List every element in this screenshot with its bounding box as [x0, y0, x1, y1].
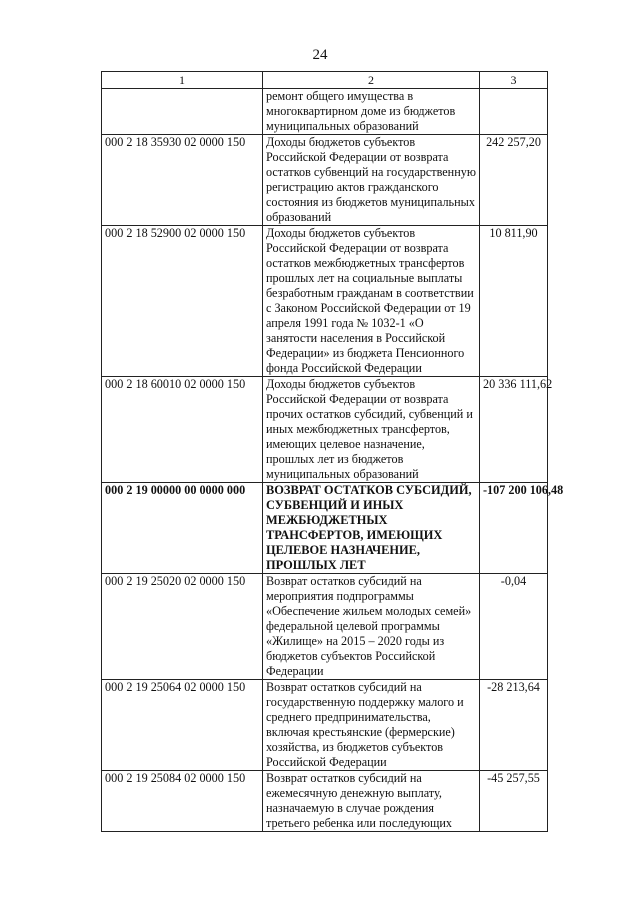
row-amount	[480, 89, 548, 135]
budget-table	[101, 71, 564, 832]
row-amount: -107 200 106,48	[480, 483, 548, 574]
row-code: 000 2 18 52900 02 0000 150	[102, 226, 263, 377]
row-description: Доходы бюджетов субъектов Российской Федерации от возврата остатков субвенций на государственную регистрацию актов гражданского состояния из бюджетов муниципальных образований	[263, 135, 480, 226]
column-header-2: 2	[263, 72, 480, 89]
table-row	[102, 574, 548, 680]
page-number: 24	[312, 47, 328, 63]
row-description: Доходы бюджетов субъектов Российской Федерации от возврата прочих остатков субсидий, субвенций и иных межбюджетных трансфертов, имеющих целевое назначение, прошлых лет из бюджетов муниципальных образований	[263, 377, 480, 483]
column-header-3: 3	[480, 72, 548, 89]
row-description: ремонт общего имущества в многоквартирном доме из бюджетов муниципальных образований	[263, 89, 480, 135]
row-amount: 20 336 111,62	[480, 377, 548, 483]
table-row	[102, 377, 548, 483]
row-code: 000 2 19 25064 02 0000 150	[102, 680, 263, 771]
row-amount: 242 257,20	[480, 135, 548, 226]
table-row	[102, 680, 548, 771]
row-code: 000 2 19 00000 00 0000 000	[102, 483, 263, 574]
row-amount: -0,04	[480, 574, 548, 680]
table-row-continuation	[102, 89, 548, 135]
row-amount: -28 213,64	[480, 680, 548, 771]
row-code: 000 2 19 25020 02 0000 150	[102, 574, 263, 680]
row-description: Возврат остатков субсидий на мероприятия подпрограммы «Обеспечение жильем молодых семей» федеральной целевой программы «Жилище» на 2015 – 2020 годы из бюджетов субъектов Российской Федерации	[263, 574, 480, 680]
row-amount: 10 811,90	[480, 226, 548, 377]
table-row	[102, 226, 548, 377]
table-row	[102, 771, 548, 832]
row-amount: -45 257,55	[480, 771, 548, 832]
table-header-row	[102, 72, 548, 89]
row-code	[102, 89, 263, 135]
row-description: Возврат остатков субсидий на государственную поддержку малого и среднего предпринимательства, включая крестьянские (фермерские) хозяйства, из бюджетов субъектов Российской Федерации	[263, 680, 480, 771]
row-code: 000 2 19 25084 02 0000 150	[102, 771, 263, 832]
row-description: ВОЗВРАТ ОСТАТКОВ СУБСИДИЙ, СУБВЕНЦИЙ И ИНЫХ МЕЖБЮДЖЕТНЫХ ТРАНСФЕРТОВ, ИМЕЮЩИХ ЦЕЛЕВОЕ НАЗНАЧЕНИЕ, ПРОШЛЫХ ЛЕТ	[263, 483, 480, 574]
table-row-section-total	[102, 483, 548, 574]
row-code: 000 2 18 35930 02 0000 150	[102, 135, 263, 226]
row-code: 000 2 18 60010 02 0000 150	[102, 377, 263, 483]
row-description: Доходы бюджетов субъектов Российской Федерации от возврата остатков межбюджетных трансфертов прошлых лет на социальные выплаты безработным гражданам в соответствии с Законом Российской Федерации от 19 апреля 1991 года № 1032-1 «О занятости населения в Российской Федерации» из бюджета Пенсионного фонда Российской Федерации	[263, 226, 480, 377]
row-description: Возврат остатков субсидий на ежемесячную денежную выплату, назначаемую в случае рождения третьего ребенка или последующих	[263, 771, 480, 832]
table-row	[102, 135, 548, 226]
column-header-1: 1	[102, 72, 263, 89]
